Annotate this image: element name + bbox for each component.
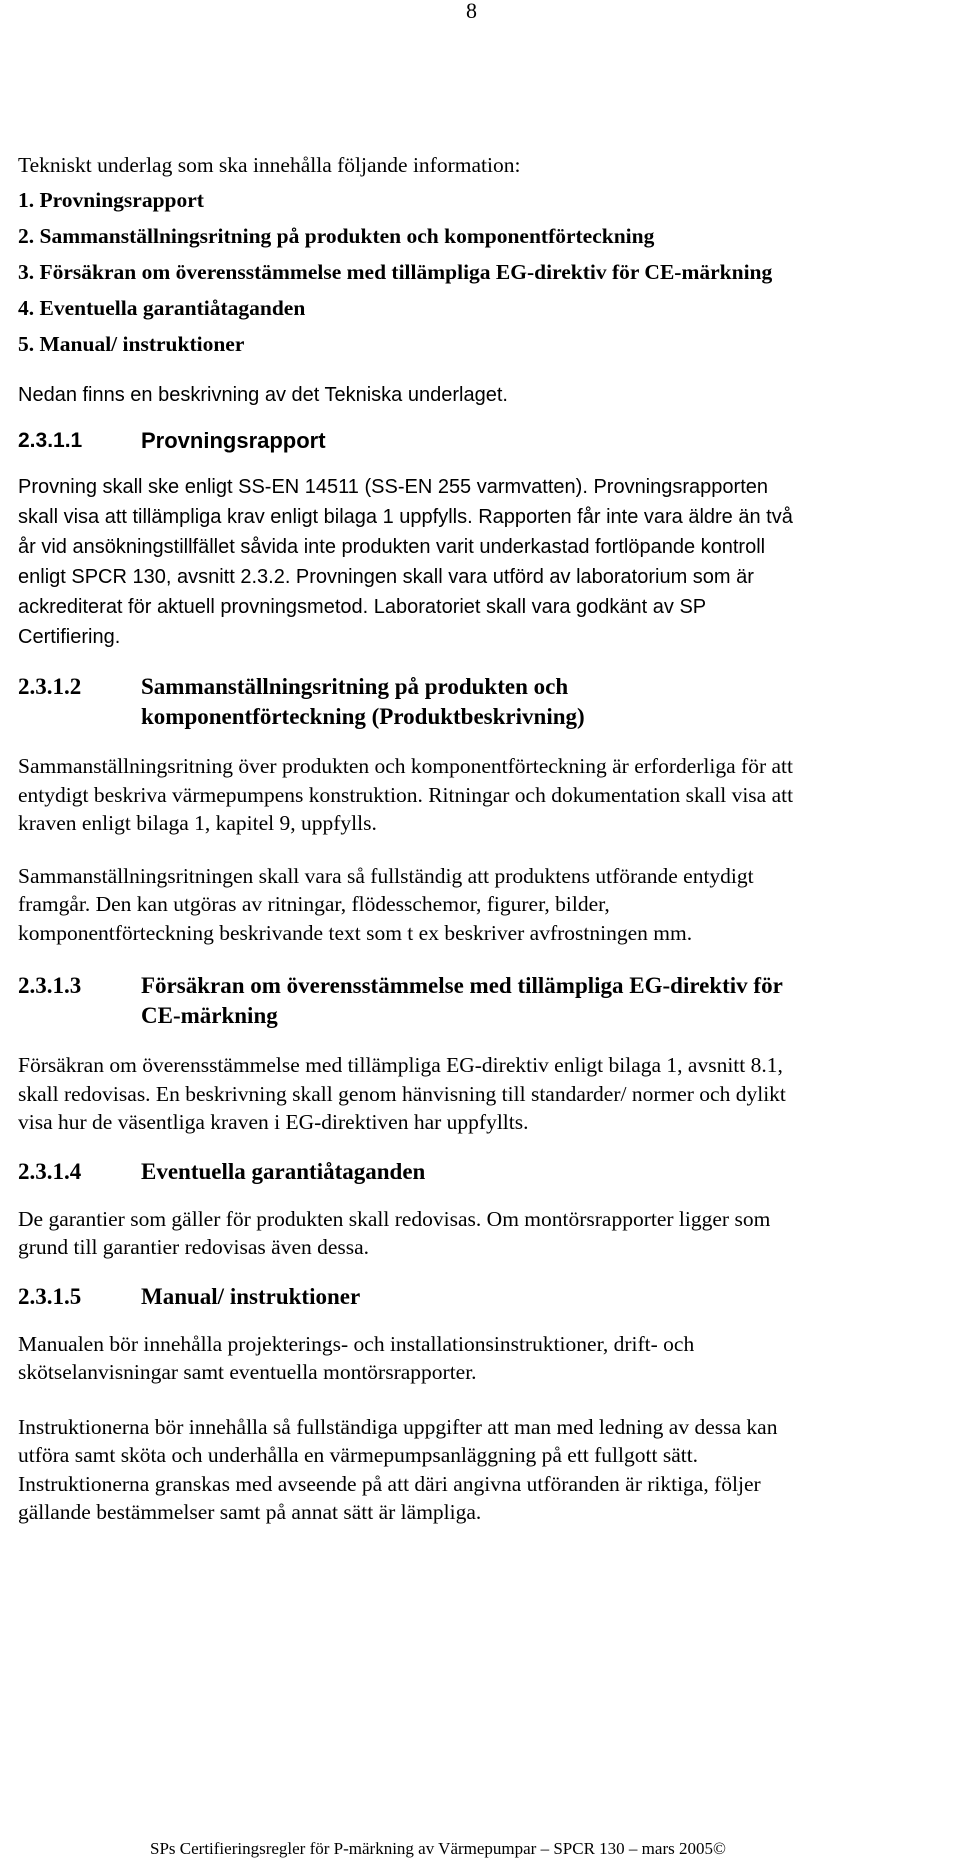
section-title-line: Försäkran om överensstämmelse med tillämpliga EG-direktiv för — [141, 973, 783, 998]
section-paragraph — [18, 1051, 933, 1137]
section-number: 2.3.1.2 — [18, 674, 82, 699]
section-title: Eventuella garantiåtaganden — [141, 1158, 426, 1184]
paragraph-line: Sammanställningsritningen skall vara så fullständig att produktens utförande entydigt — [18, 863, 754, 888]
section-number: 2.3.1.5 — [18, 1283, 82, 1309]
paragraph-line: visa hur de väsentliga kraven i EG-direktiven har uppfyllts. — [18, 1110, 529, 1134]
list-item: 1. Provningsrapport — [18, 188, 204, 212]
paragraph-line: De garantier som gäller för produkten skall redovisas. Om montörsrapporter ligger som — [18, 1206, 771, 1231]
paragraph-line: kraven enligt bilaga 1, kapitel 9, uppfylls. — [18, 811, 377, 835]
intro-title: Tekniskt underlag som ska innehålla följande information: — [18, 153, 521, 177]
document-body — [18, 148, 933, 1527]
section-paragraph — [18, 1330, 933, 1387]
section-title-line: Sammanställningsritning på produkten och — [141, 674, 569, 699]
paragraph-line: framgår. Den kan utgöras av ritningar, flödesschemor, figurer, bilder, — [18, 892, 610, 916]
paragraph-line: entydigt beskriva värmepumpens konstruktion. Ritningar och dokumentation skall visa att — [18, 782, 794, 807]
section-title: Manual/ instruktioner — [141, 1283, 361, 1309]
paragraph-line: Manualen bör innehålla projekterings- och installationsinstruktioner, drift- och — [18, 1331, 695, 1356]
section-heading — [18, 971, 933, 1031]
section-number: 2.3.1.1 — [18, 429, 83, 452]
paragraph-line: skötselanvisningar samt eventuella montörsrapporter. — [18, 1360, 477, 1384]
paragraph-line: komponentförteckning beskrivande text som t ex beskriver avfrostningen mm. — [18, 920, 693, 945]
section-number: 2.3.1.4 — [18, 1158, 82, 1184]
paragraph-line: gällande bestämmelser samt på annat sätt är lämpliga. — [18, 1500, 482, 1524]
section-paragraph — [18, 752, 933, 838]
section-title: Provningsrapport — [141, 428, 326, 453]
section-heading — [18, 672, 933, 732]
section-heading — [18, 1157, 933, 1187]
section-paragraph — [18, 1413, 933, 1527]
paragraph-line: Instruktionerna granskas med avseende på att däri angivna utföranden är riktiga, följer — [18, 1471, 761, 1496]
list-item: 5. Manual/ instruktioner — [18, 332, 245, 356]
section-paragraph — [18, 862, 933, 948]
paragraph-line: Provning skall ske enligt SS-EN 14511 (SS-EN 255 varmvatten). Provningsrapporten — [18, 476, 768, 498]
section-paragraph — [18, 472, 933, 652]
section-title — [141, 672, 585, 732]
list-item: 4. Eventuella garantiåtaganden — [18, 296, 306, 320]
paragraph-line: enligt SPCR 130, avsnitt 2.3.2. Provningen skall vara utförd av laboratorium som är — [18, 566, 754, 588]
paragraph-line: Sammanställningsritning över produkten och komponentförteckning är erforderliga för att — [18, 754, 793, 778]
intro-note: Nedan finns en beskrivning av det Tekniska underlaget. — [18, 384, 508, 406]
section-heading — [18, 1282, 933, 1312]
paragraph-line: skall redovisas. En beskrivning skall genom hänvisning till standarder/ normer och dylikt — [18, 1081, 786, 1106]
paragraph-line: skall visa att tillämpliga krav enligt bilaga 1 uppfylls. Rapporten får inte vara äldre än två — [18, 506, 793, 528]
section-heading — [18, 426, 933, 456]
section-title-line: CE-märkning — [141, 1003, 278, 1028]
paragraph-line: Försäkran om överensstämmelse med tillämpliga EG-direktiv enligt bilaga 1, avsnitt 8.1, — [18, 1053, 783, 1077]
page-footer: SPs Certifieringsregler för P-märkning av Värmepumpar – SPCR 130 – mars 2005© — [150, 1839, 726, 1858]
section-paragraph — [18, 1205, 933, 1262]
list-item: 3. Försäkran om överensstämmelse med tillämpliga EG-direktiv för CE-märkning — [18, 260, 773, 284]
section-title — [141, 971, 783, 1031]
paragraph-line: år vid ansökningstillfället såvida inte produkten varit underkastad fortlöpande kontroll — [18, 536, 766, 558]
paragraph-line: utföra samt sköta och underhålla en värmepumpsanläggning på ett fullgott sätt. — [18, 1443, 699, 1467]
section-number: 2.3.1.3 — [18, 973, 82, 998]
paragraph-line: Instruktionerna bör innehålla så fullständiga uppgifter att man med ledning av dessa kan — [18, 1414, 778, 1439]
paragraph-line: Certifiering. — [18, 626, 121, 648]
intro-list — [18, 148, 933, 362]
section-title-line: komponentförteckning (Produktbeskrivning) — [141, 704, 585, 729]
paragraph-line: ackrediterat för aktuell provningsmetod. Laboratoriet skall vara godkänt av SP — [18, 596, 707, 618]
list-item: 2. Sammanställningsritning på produkten och komponentförteckning — [18, 224, 655, 248]
paragraph-line: grund till garantier redovisas även dessa. — [18, 1235, 370, 1259]
